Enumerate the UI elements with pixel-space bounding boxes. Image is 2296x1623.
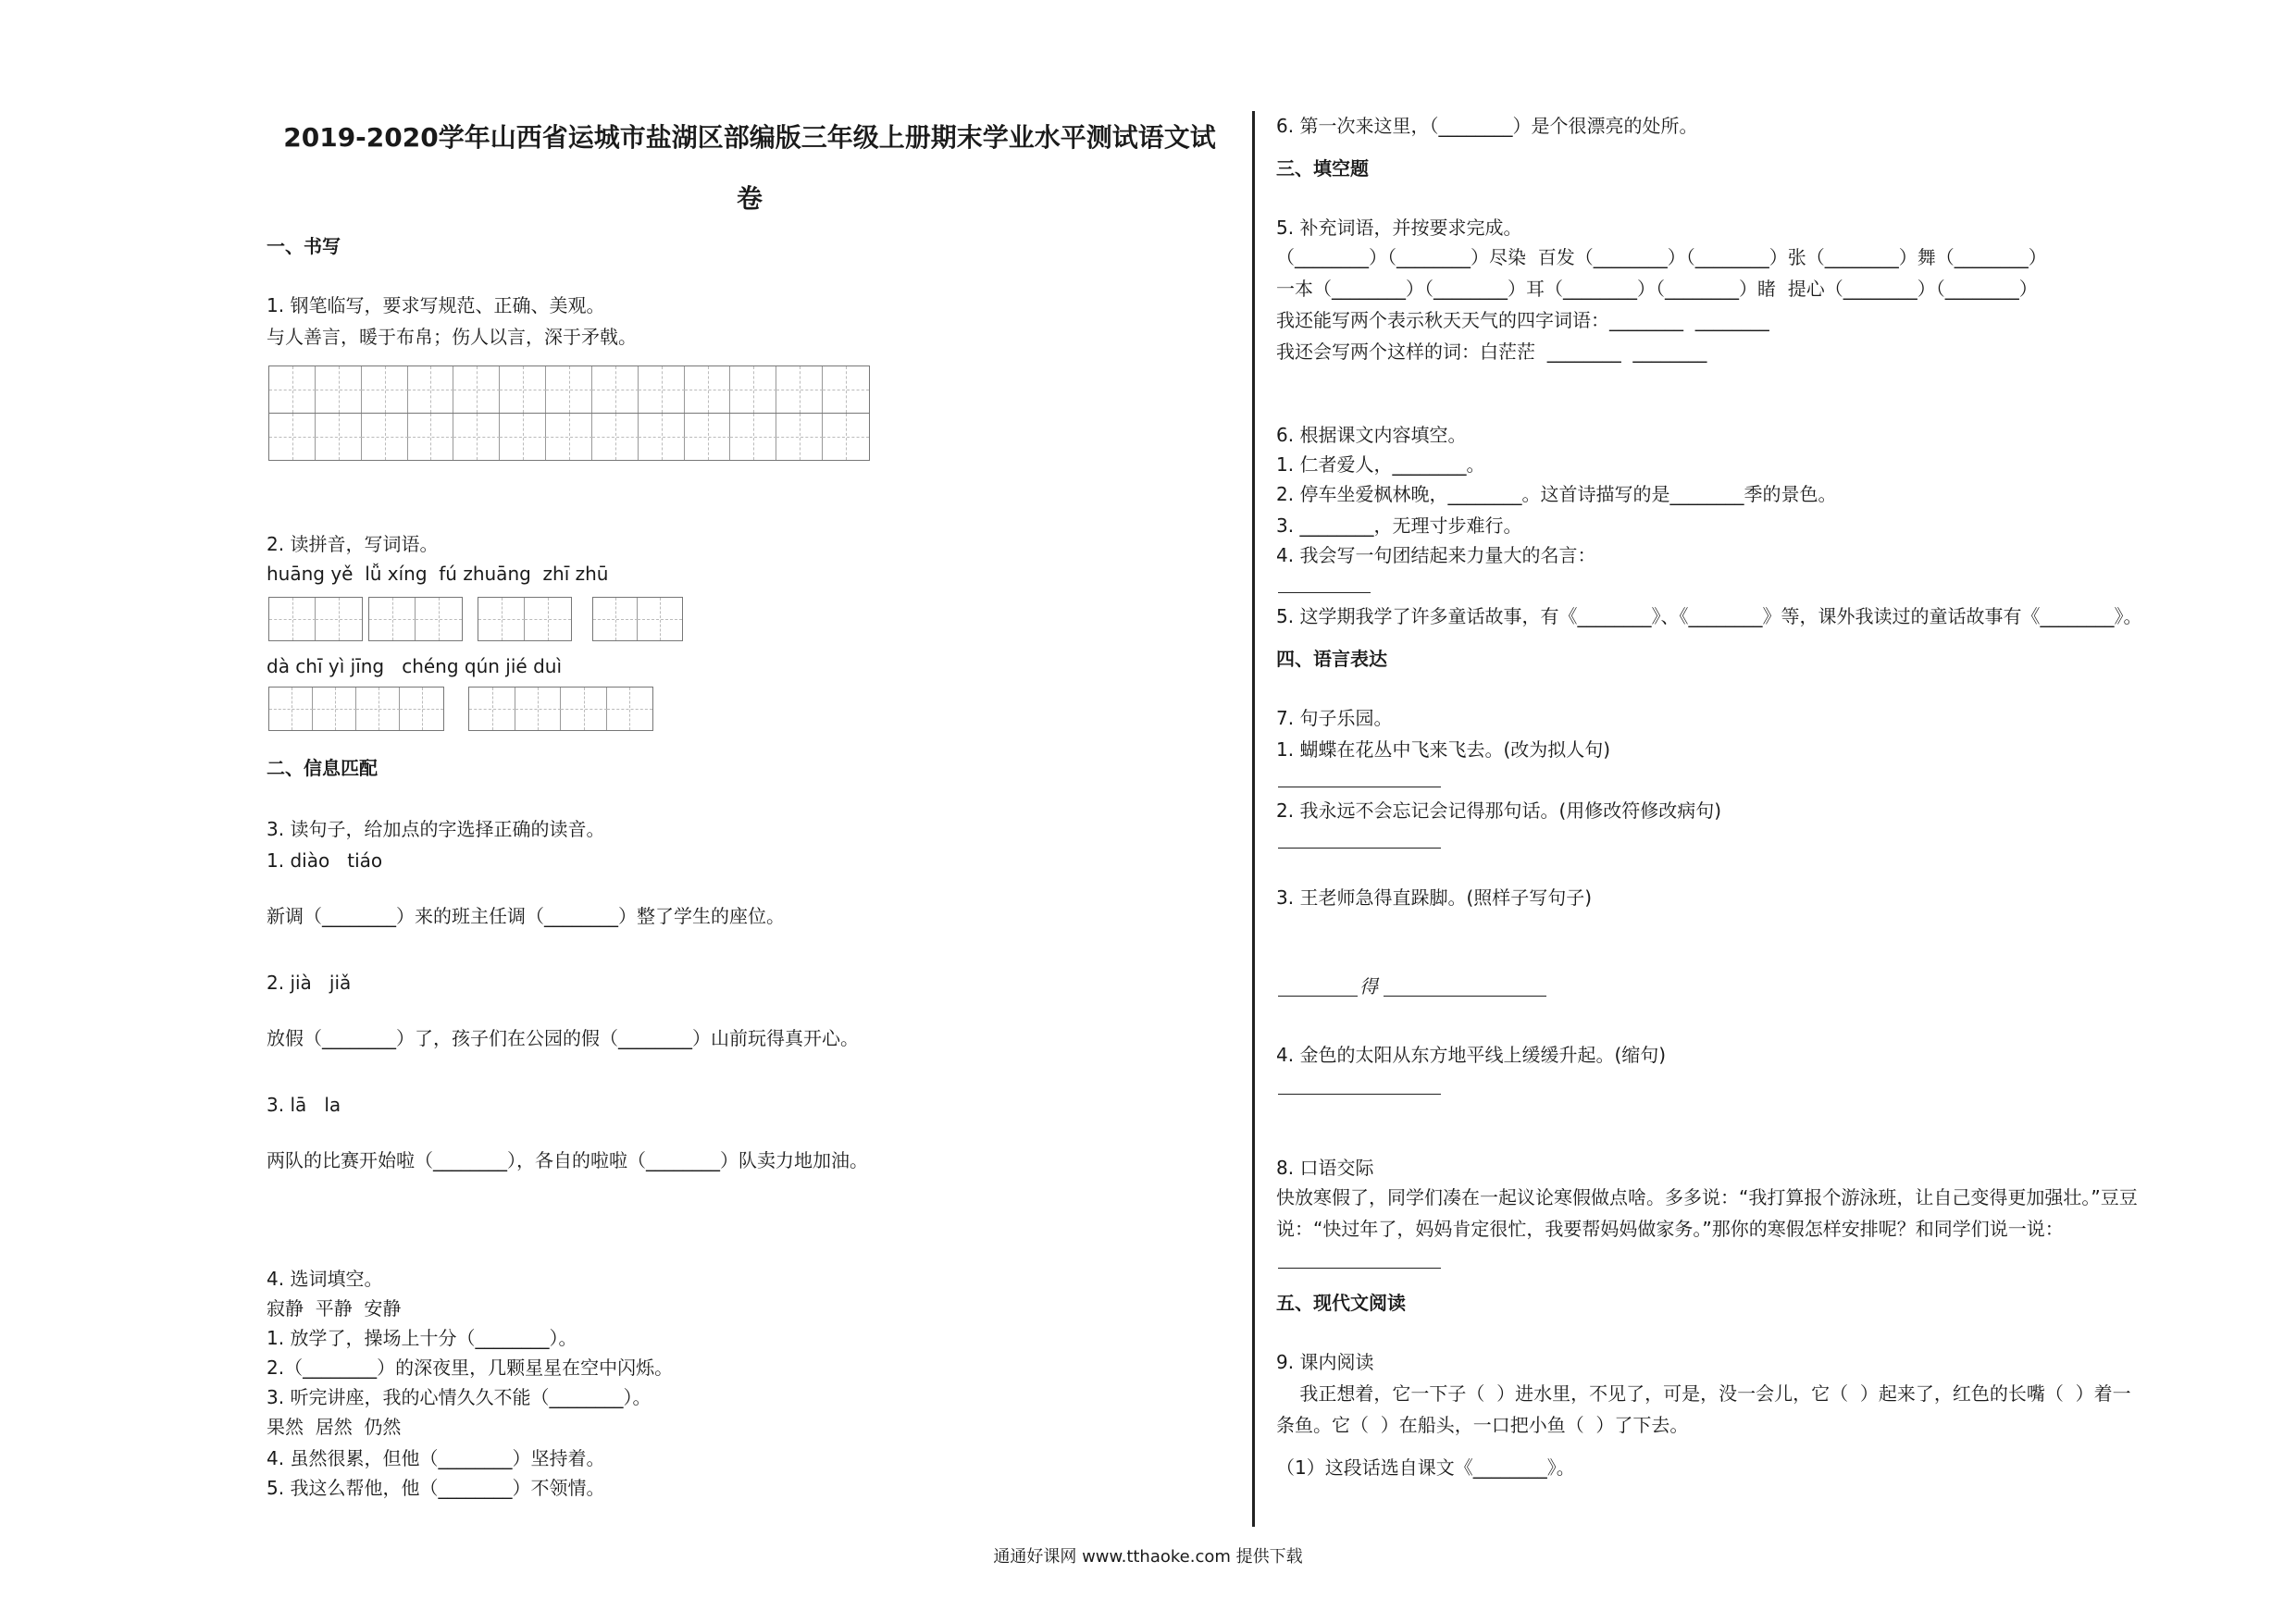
writing-grid-row-2[interactable] [268, 413, 870, 461]
q5-prompt: 5. 补充词语，并按要求完成。 [1276, 217, 1522, 239]
q5-idiom-row-1: （________）（________）尽染 百发（________）（________）张（________）舞（________） [1276, 246, 2047, 268]
q4-item-2: 2.（________）的深夜里，几颗星星在空中闪烁。 [267, 1357, 674, 1379]
pinyin-box-lvxing[interactable] [368, 597, 463, 641]
writing-cell[interactable] [593, 598, 638, 640]
page-footer: 通通好课网 www.tthaoke.com 提供下载 [993, 1547, 1303, 1567]
pinyin-box-zhizhu[interactable] [592, 597, 683, 641]
q8-scenario-line-1: 快放寒假了，同学们凑在一起议论寒假做点啥。多多说：“我打算报个游泳班，让自己变得更加强壮。”豆豆 [1276, 1186, 2138, 1208]
writing-cell[interactable] [356, 688, 400, 730]
q7-item-2: 2. 我永远不会忘记会记得那句话。(用修改符修改病句) [1276, 799, 1722, 822]
q5-autumn-words: 我还能写两个表示秋天天气的四字词语：________ ________ [1276, 309, 1769, 331]
writing-cell[interactable] [515, 688, 562, 730]
q3-1-sentence: 新调（________）来的班主任调（________）整了学生的座位。 [267, 905, 785, 927]
q7-prompt: 7. 句子乐园。 [1276, 707, 1393, 729]
writing-cell[interactable] [592, 414, 639, 460]
section-heading-writing: 一、书写 [267, 235, 341, 257]
writing-cell[interactable] [607, 688, 653, 730]
writing-cell[interactable] [561, 688, 607, 730]
pinyin-box-huangye[interactable] [268, 597, 363, 641]
writing-grid-row-1[interactable] [268, 365, 870, 414]
q7-2-answer-line[interactable] [1278, 848, 1441, 849]
writing-cell[interactable] [316, 366, 362, 413]
writing-cell[interactable] [546, 414, 592, 460]
q2-pinyin-row-2: dà chī yì jīng chéng qún jié duì [267, 655, 563, 677]
q7-item-3: 3. 王老师急得直跺脚。(照样子写句子) [1276, 886, 1593, 909]
q5-aabb-words: 我还会写两个这样的词：白茫茫 ________ ________ [1276, 341, 1707, 363]
writing-cell[interactable] [730, 366, 776, 413]
q3-2-sentence: 放假（________）了，孩子们在公园的假（________）山前玩得真开心。 [267, 1027, 859, 1049]
q6-item-5: 5. 这学期我学了许多童话故事，有《________》、《________》等，课外我读过的童话故事有《________》。 [1276, 605, 2142, 627]
q3-2-options: 2. jià jiǎ [267, 972, 352, 994]
q4-item-3: 3. 听完讲座，我的心情久久不能（________）。 [267, 1386, 652, 1408]
q6-item-3: 3. ________，无理寸步难行。 [1276, 514, 1522, 537]
writing-cell[interactable] [478, 598, 525, 640]
writing-cell[interactable] [316, 414, 362, 460]
q3-1-options: 1. diào tiáo [267, 849, 383, 872]
q6-item-4: 4. 我会写一句团结起来力量大的名言： [1276, 544, 1596, 566]
q3-prompt: 3. 读句子，给加点的字选择正确的读音。 [267, 818, 605, 840]
writing-cell[interactable] [469, 688, 515, 730]
q7-3-answer-line-left[interactable] [1278, 996, 1358, 997]
q1-prompt: 1. 钢笔临写，要求写规范、正确、美观。 [267, 294, 605, 316]
q9-subquestion-1: （1）这段话选自课文《________》。 [1276, 1456, 1575, 1479]
q7-4-answer-line[interactable] [1278, 1094, 1441, 1095]
writing-cell[interactable] [776, 414, 823, 460]
pinyin-box-fuzhuang[interactable] [478, 597, 572, 641]
q9-prompt: 9. 课内阅读 [1276, 1351, 1374, 1373]
q4-item-4: 4. 虽然很累，但他（________）坚持着。 [267, 1447, 605, 1469]
writing-cell[interactable] [269, 688, 313, 730]
q1-copy-text: 与人善言，暖于布帛；伤人以言，深于矛戟。 [267, 326, 637, 348]
writing-cell[interactable] [730, 414, 776, 460]
writing-cell[interactable] [638, 598, 682, 640]
writing-cell[interactable] [685, 414, 731, 460]
writing-cell[interactable] [362, 414, 408, 460]
writing-cell[interactable] [776, 366, 823, 413]
q2-pinyin-row-1: huāng yě lǚ xíng fú zhuāng zhī zhū [267, 563, 609, 585]
writing-cell[interactable] [453, 366, 500, 413]
writing-cell[interactable] [269, 366, 316, 413]
section-heading-reading: 五、现代文阅读 [1276, 1292, 1406, 1314]
writing-cell[interactable] [823, 366, 869, 413]
q7-3-pattern-word: 得 [1359, 975, 1378, 997]
writing-cell[interactable] [639, 366, 685, 413]
writing-cell[interactable] [316, 598, 362, 640]
writing-cell[interactable] [525, 598, 571, 640]
writing-cell[interactable] [685, 366, 731, 413]
writing-cell[interactable] [408, 366, 454, 413]
q9-passage-line-1: 我正想着，它一下子（ ）进水里，不见了，可是，没一会儿，它（ ）起来了，红色的长嘴（ ）着一 [1276, 1382, 2131, 1405]
q7-3-answer-line-right[interactable] [1384, 996, 1546, 997]
q4-item-1: 1. 放学了，操场上十分（________）。 [267, 1327, 577, 1349]
q9-passage-line-2: 条鱼。它（ ）在船头，一口把小鱼（ ）了下去。 [1276, 1414, 1689, 1436]
writing-cell[interactable] [546, 366, 592, 413]
q4-item-5: 5. 我这么帮他，他（________）不领情。 [267, 1477, 605, 1499]
writing-cell[interactable] [639, 414, 685, 460]
section-heading-expression: 四、语言表达 [1276, 648, 1387, 670]
paper-title: 2019-2020学年山西省运城市盐湖区部编版三年级上册期末学业水平测试语文试 [283, 122, 1216, 153]
writing-cell[interactable] [453, 414, 500, 460]
q3-3-sentence: 两队的比赛开始啦（________），各自的啦啦（________）队卖力地加油。 [267, 1149, 868, 1171]
q8-answer-line[interactable] [1278, 1268, 1441, 1269]
q5-idiom-row-2: 一本（________）（________）耳（________）（________）睹 提心（________）（________） [1276, 278, 2038, 300]
q8-scenario-line-2: 说：“快过年了，妈妈肯定很忙，我要帮妈妈做家务。”那你的寒假怎样安排呢？和同学们说一说： [1276, 1218, 2064, 1240]
q6-item-2: 2. 停车坐爱枫林晚，________。这首诗描写的是________季的景色。 [1276, 483, 1837, 505]
q2-prompt: 2. 读拼音，写词语。 [267, 533, 439, 555]
q7-item-4: 4. 金色的太阳从东方地平线上缓缓升起。(缩句) [1276, 1044, 1667, 1066]
writing-cell[interactable] [500, 366, 546, 413]
writing-cell[interactable] [408, 414, 454, 460]
writing-cell[interactable] [823, 414, 869, 460]
q3-3-options: 3. lā la [267, 1094, 341, 1116]
column-divider [1252, 111, 1255, 1527]
pinyin-box-chengqunjiedui[interactable] [468, 687, 653, 731]
section-heading-matching: 二、信息匹配 [267, 757, 378, 779]
q4-item-6: 6. 第一次来这里，（________）是个很漂亮的处所。 [1276, 115, 1698, 137]
q6-prompt: 6. 根据课文内容填空。 [1276, 424, 1467, 446]
paper-title-cont: 卷 [736, 183, 763, 214]
q8-prompt: 8. 口语交际 [1276, 1157, 1374, 1179]
writing-cell[interactable] [400, 688, 443, 730]
writing-cell[interactable] [369, 598, 416, 640]
pinyin-box-dachiyijing[interactable] [268, 687, 444, 731]
section-heading-fill-blank: 三、填空题 [1276, 157, 1369, 180]
writing-cell[interactable] [269, 598, 316, 640]
q6-item-1: 1. 仁者爱人，________。 [1276, 453, 1485, 476]
q4-word-bank-2: 果然 居然 仍然 [267, 1416, 402, 1438]
q7-item-1: 1. 蝴蝶在花丛中飞来飞去。(改为拟人句) [1276, 738, 1611, 761]
q6-4-answer-line[interactable] [1278, 592, 1371, 593]
writing-cell[interactable] [269, 414, 316, 460]
writing-cell[interactable] [416, 598, 462, 640]
q4-word-bank-1: 寂静 平静 安静 [267, 1297, 402, 1319]
writing-cell[interactable] [500, 414, 546, 460]
writing-cell[interactable] [592, 366, 639, 413]
writing-cell[interactable] [313, 688, 356, 730]
writing-cell[interactable] [362, 366, 408, 413]
q4-prompt: 4. 选词填空。 [267, 1268, 383, 1290]
